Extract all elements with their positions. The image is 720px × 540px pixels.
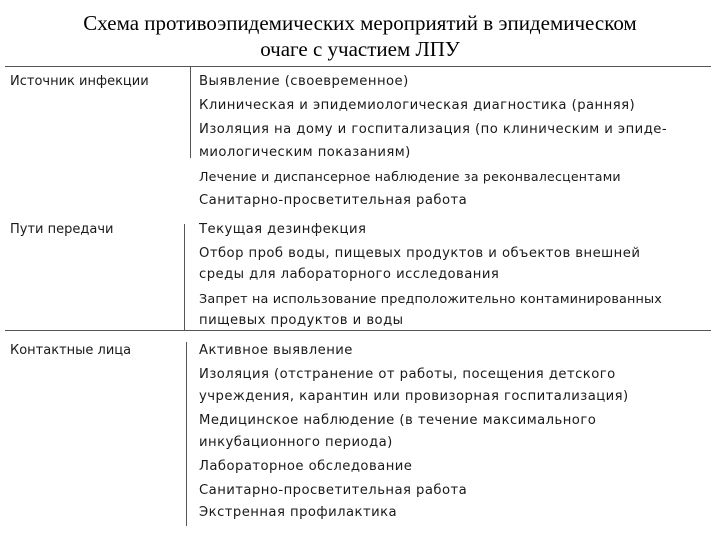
measure-item: Экстренная профилактика [199, 505, 398, 520]
measure-item: Текущая дезинфекция [199, 222, 367, 237]
contact-persons-label: Контактные лица [10, 343, 132, 358]
measure-item: миологическим показаниям) [199, 145, 411, 160]
measure-item: Клиническая и эпидемиологическая диагностика (ранняя) [199, 98, 636, 113]
measure-item: пищевых продуктов и воды [199, 313, 404, 328]
table-top-border [5, 66, 711, 67]
transmission-routes-label: Пути передачи [10, 222, 114, 237]
measure-item: среды для лабораторного исследования [199, 267, 500, 282]
measure-item: Активное выявление [199, 343, 353, 358]
column-divider-1 [190, 66, 191, 158]
measure-item: учреждения, карантин или провизорная госпитализация) [199, 389, 629, 404]
measure-item: Выявление (своевременное) [199, 74, 409, 89]
column-divider-3 [186, 342, 187, 526]
title-line-2: очаге с участием ЛПУ [260, 37, 460, 61]
measure-item: Лабораторное обследование [199, 459, 413, 474]
measure-item: Изоляция (отстранение от работы, посещения детского [199, 367, 616, 382]
measure-item: Лечение и диспансерное наблюдение за реконвалесцентами [199, 169, 621, 184]
measure-item: Запрет на использование предположительно контаминированных [199, 292, 663, 307]
measure-item: Санитарно-просветительная работа [199, 483, 468, 498]
measure-item: Санитарно-просветительная работа [199, 193, 468, 208]
measure-item: Отбор проб воды, пищевых продуктов и объектов внешней [199, 246, 641, 261]
measure-item: Медицинское наблюдение (в течение максимального [199, 413, 597, 428]
page-title [0, 10, 720, 62]
source-infection-label: Источник инфекции [10, 74, 149, 89]
measure-item: инкубационного периода) [199, 435, 393, 450]
title-line-1: Схема противоэпидемических мероприятий в эпидемическом [83, 11, 637, 35]
column-divider-2 [184, 224, 185, 330]
measure-item: Изоляция на дому и госпитализация (по клиническим и эпиде- [199, 122, 668, 137]
